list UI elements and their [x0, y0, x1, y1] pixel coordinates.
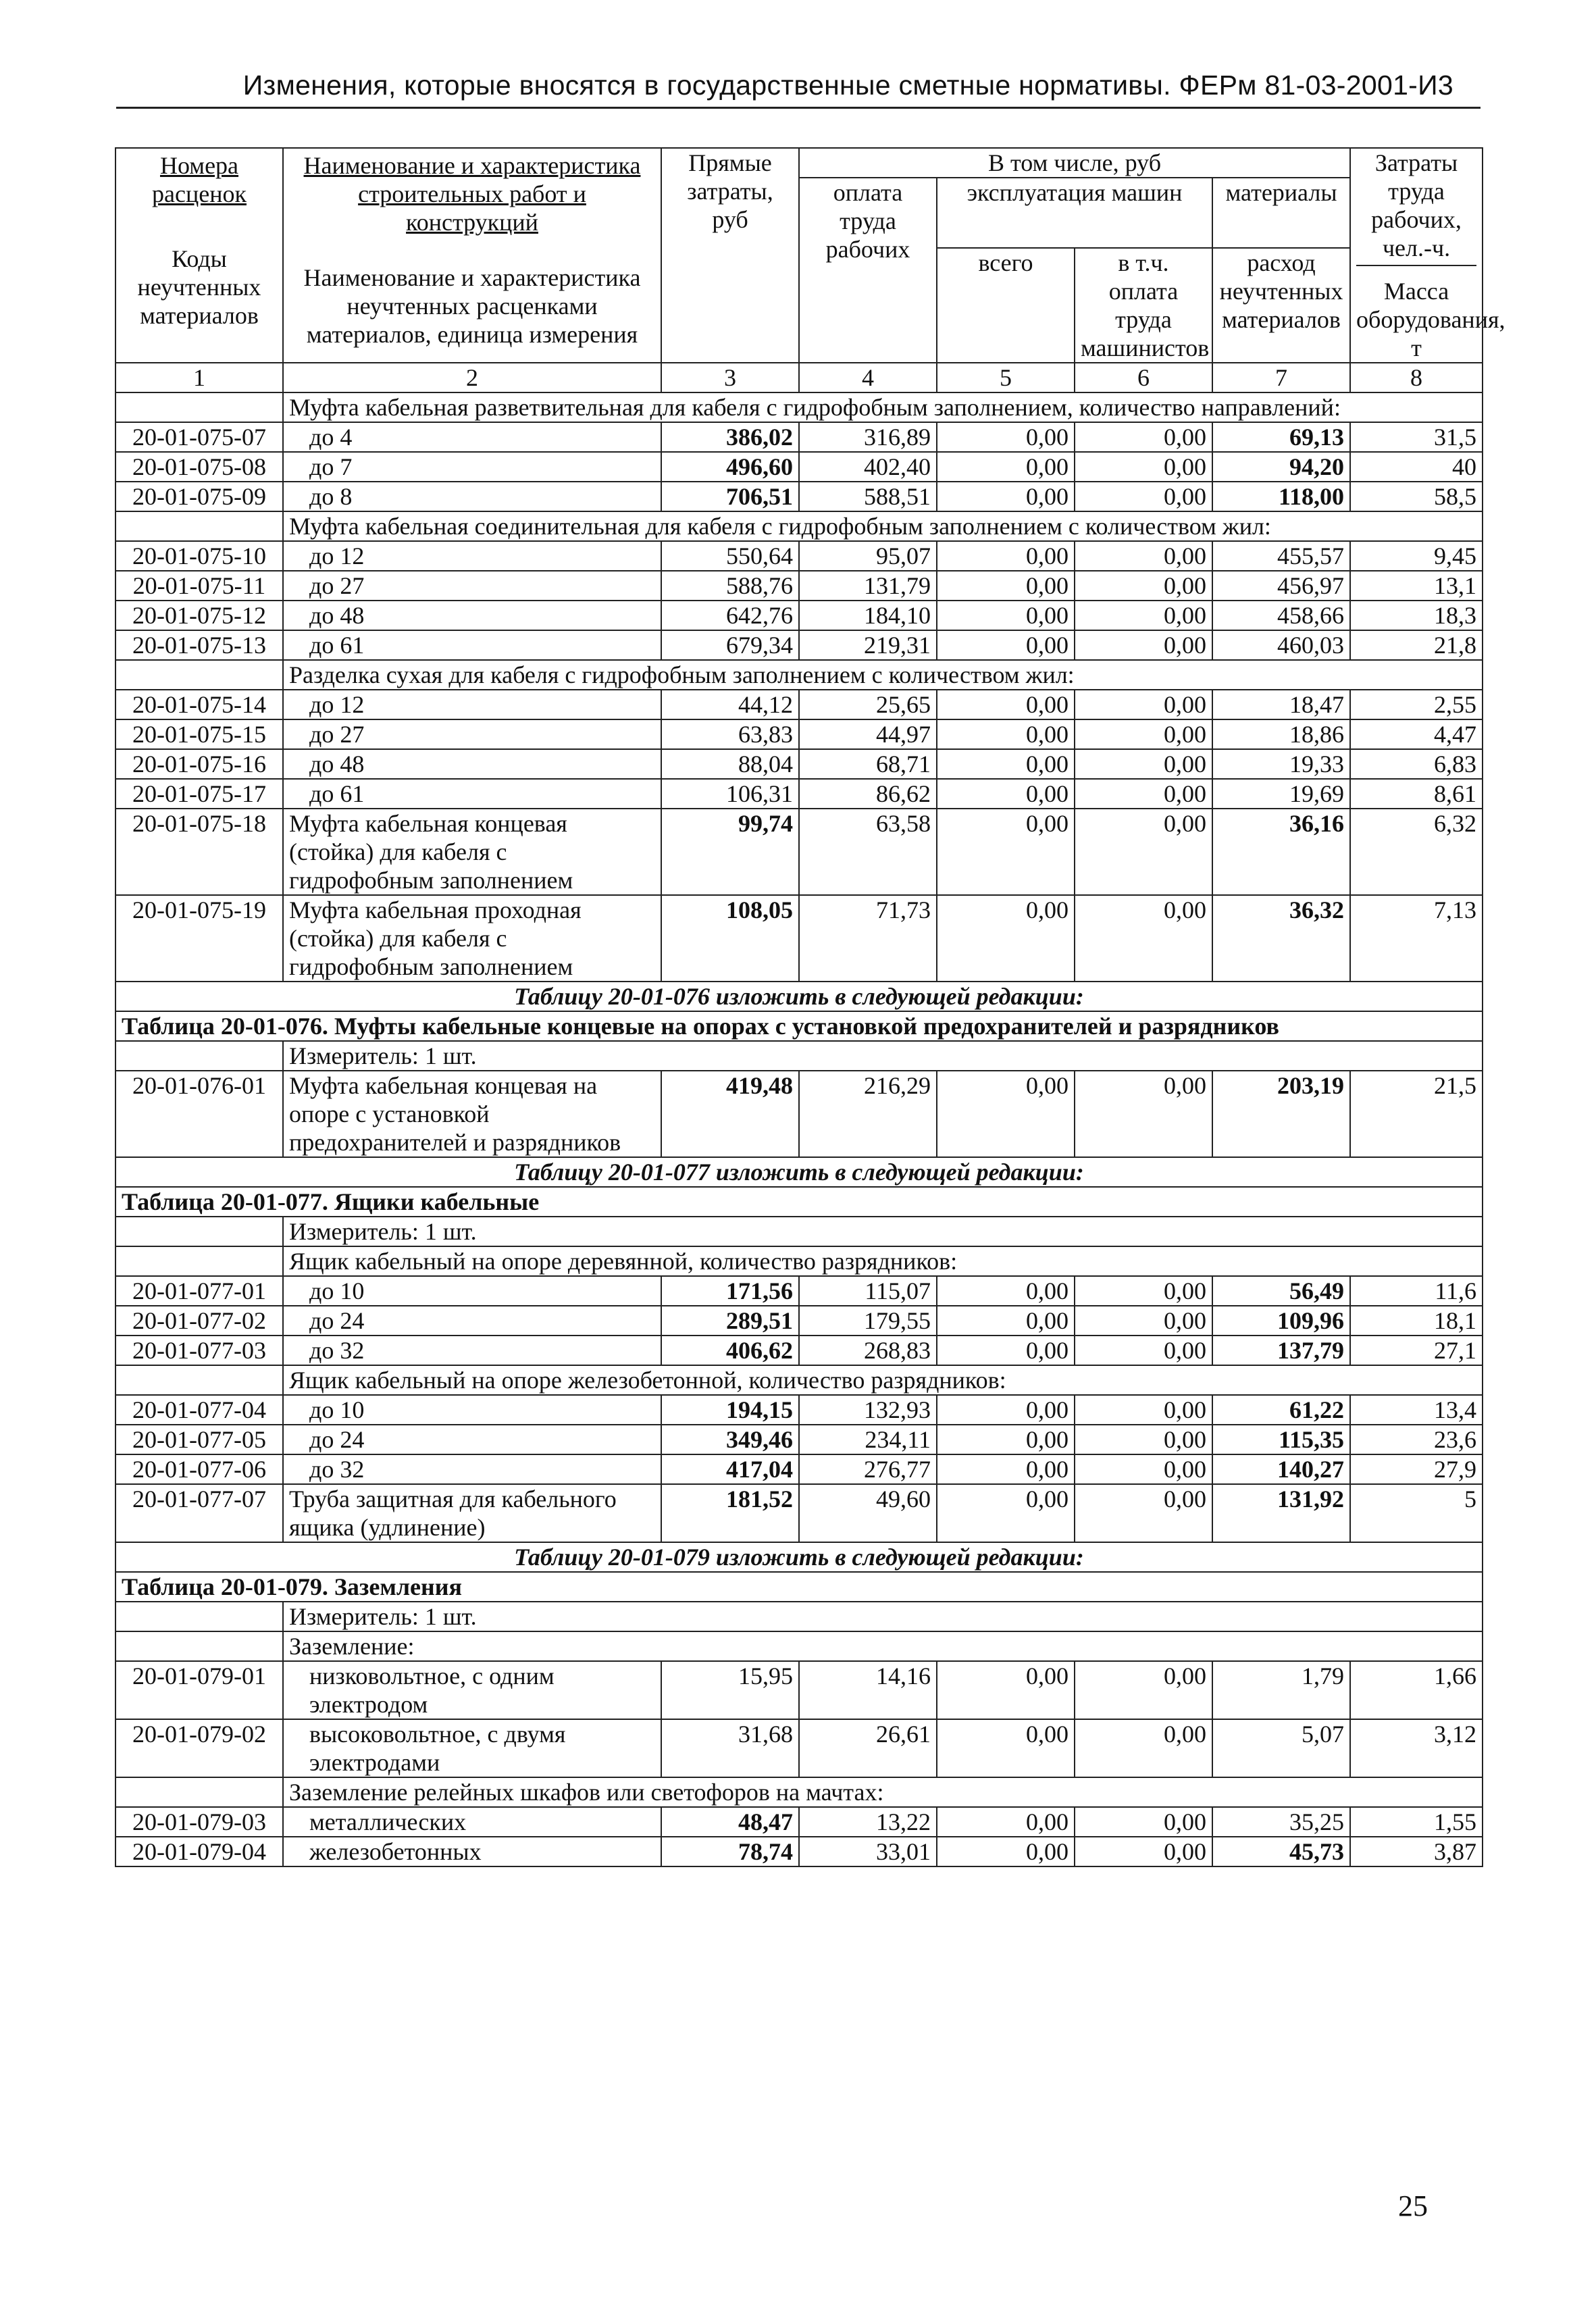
header-text: Изменения, которые вносятся в государственные сметные нормативы. ФЕРм 81-03-2001-И3 [242, 70, 1453, 101]
group-title: Муфта кабельная соединительная для кабеля с гидрофобным заполнением с количеством жил: [283, 511, 1483, 541]
materials: 69,13 [1212, 422, 1350, 452]
rate-code: 20-01-075-07 [115, 422, 283, 452]
rate-name: до 4 [283, 422, 661, 452]
rate-name: до 12 [283, 541, 661, 571]
machines-total: 0,00 [937, 1661, 1075, 1719]
rate-name: Труба защитная для кабельного ящика (удлинение) [283, 1484, 661, 1542]
col-number: 6 [1075, 363, 1212, 392]
machines-total: 0,00 [937, 452, 1075, 482]
rate-name: Муфта кабельная проходная (стойка) для кабеля с гидрофобным заполнением [283, 895, 661, 982]
table-title: Таблица 20-01-079. Заземления [115, 1572, 1483, 1602]
materials: 94,20 [1212, 452, 1350, 482]
operators-wages: 0,00 [1075, 1336, 1212, 1365]
table-row [115, 1306, 1483, 1336]
direct-cost: 550,64 [661, 541, 799, 571]
table-row [115, 541, 1483, 571]
rate-name: металлических [283, 1807, 661, 1837]
wages: 115,07 [799, 1276, 937, 1306]
wages: 13,22 [799, 1807, 937, 1837]
direct-cost: 44,12 [661, 690, 799, 719]
rate-name: до 61 [283, 779, 661, 809]
table-row [115, 1276, 1483, 1306]
table-row [115, 452, 1483, 482]
labor-hours: 1,66 [1350, 1661, 1483, 1719]
direct-cost: 194,15 [661, 1395, 799, 1425]
rate-code: 20-01-077-02 [115, 1306, 283, 1336]
wages: 179,55 [799, 1306, 937, 1336]
rate-code: 20-01-075-17 [115, 779, 283, 809]
direct-cost: 171,56 [661, 1276, 799, 1306]
materials: 18,47 [1212, 690, 1350, 719]
labor-hours: 21,5 [1350, 1071, 1483, 1157]
materials: 36,16 [1212, 809, 1350, 895]
column-number-row [115, 363, 1483, 392]
table-title-row [115, 1187, 1483, 1217]
table-row [115, 895, 1483, 982]
rate-name: до 27 [283, 571, 661, 601]
col8-top-label: Затраты труда рабочих, чел.-ч. [1356, 149, 1476, 266]
rate-name: до 48 [283, 601, 661, 630]
machines-total: 0,00 [937, 1807, 1075, 1837]
machines-total: 0,00 [937, 749, 1075, 779]
table-row [115, 571, 1483, 601]
labor-hours: 6,32 [1350, 809, 1483, 895]
rate-code: 20-01-079-03 [115, 1807, 283, 1837]
rate-code: 20-01-075-10 [115, 541, 283, 571]
rate-code: 20-01-075-13 [115, 630, 283, 660]
table-row [115, 1454, 1483, 1484]
direct-cost: 349,46 [661, 1425, 799, 1454]
direct-cost: 706,51 [661, 482, 799, 511]
materials: 1,79 [1212, 1661, 1350, 1719]
labor-hours: 3,12 [1350, 1719, 1483, 1777]
col-materials-header: материалы [1212, 178, 1350, 248]
operators-wages: 0,00 [1075, 1276, 1212, 1306]
rates-table [115, 147, 1505, 1867]
machines-total: 0,00 [937, 482, 1075, 511]
table-title-row [115, 1572, 1483, 1602]
materials: 115,35 [1212, 1425, 1350, 1454]
machines-total: 0,00 [937, 719, 1075, 749]
table-row [115, 1071, 1483, 1157]
group-title: Разделка сухая для кабеля с гидрофобным заполнением с количеством жил: [283, 660, 1483, 690]
wages: 95,07 [799, 541, 937, 571]
group-header-row [115, 511, 1483, 541]
wages: 588,51 [799, 482, 937, 511]
wages: 132,93 [799, 1395, 937, 1425]
group-header-row [115, 392, 1483, 422]
machines-total: 0,00 [937, 1425, 1075, 1454]
machines-total: 0,00 [937, 1306, 1075, 1336]
rate-code: 20-01-075-16 [115, 749, 283, 779]
materials: 456,97 [1212, 571, 1350, 601]
operators-wages: 0,00 [1075, 719, 1212, 749]
operators-wages: 0,00 [1075, 1454, 1212, 1484]
col1-bottom-label: Коды неучтенных материалов [137, 245, 261, 329]
materials: 5,07 [1212, 1719, 1350, 1777]
labor-hours: 31,5 [1350, 422, 1483, 452]
col-labor-header [1350, 148, 1505, 363]
table-row [115, 1807, 1483, 1837]
rate-name: Муфта кабельная концевая на опоре с установкой предохранителей и разрядников [283, 1071, 661, 1157]
rate-name: до 7 [283, 452, 661, 482]
rate-name: до 24 [283, 1425, 661, 1454]
direct-cost: 406,62 [661, 1336, 799, 1365]
operators-wages: 0,00 [1075, 779, 1212, 809]
instruction-text: Таблицу 20-01-076 изложить в следующей редакции: [115, 982, 1483, 1011]
col-machines-total-header: всего [937, 248, 1075, 363]
labor-hours: 18,1 [1350, 1306, 1483, 1336]
machines-total: 0,00 [937, 541, 1075, 571]
rate-name: до 10 [283, 1276, 661, 1306]
materials: 458,66 [1212, 601, 1350, 630]
col-machines-header: эксплуатация машин [937, 178, 1212, 248]
wages: 276,77 [799, 1454, 937, 1484]
col-unaccounted-header: расход неучтенных материалов [1212, 248, 1350, 363]
materials: 56,49 [1212, 1276, 1350, 1306]
wages: 268,83 [799, 1336, 937, 1365]
table-row [115, 1336, 1483, 1365]
operators-wages: 0,00 [1075, 1071, 1212, 1157]
rate-name: высоковольтное, с двумя электродами [283, 1719, 661, 1777]
table-row [115, 601, 1483, 630]
rate-code: 20-01-075-14 [115, 690, 283, 719]
labor-hours: 21,8 [1350, 630, 1483, 660]
group-title: Ящик кабельный на опоре железобетонной, количество разрядников: [283, 1365, 1483, 1395]
machines-total: 0,00 [937, 1276, 1075, 1306]
labor-hours: 18,3 [1350, 601, 1483, 630]
labor-hours: 11,6 [1350, 1276, 1483, 1306]
measure-unit: Измеритель: 1 шт. [283, 1217, 1483, 1246]
machines-total: 0,00 [937, 601, 1075, 630]
rate-name: железобетонных [283, 1837, 661, 1866]
instruction-row [115, 982, 1483, 1011]
rate-name: до 24 [283, 1306, 661, 1336]
rate-code: 20-01-077-07 [115, 1484, 283, 1542]
operators-wages: 0,00 [1075, 749, 1212, 779]
operators-wages: 0,00 [1075, 1306, 1212, 1336]
table-row [115, 779, 1483, 809]
direct-cost: 106,31 [661, 779, 799, 809]
direct-cost: 99,74 [661, 809, 799, 895]
col-number: 3 [661, 363, 799, 392]
col8-bottom-label: Масса оборудования, т [1356, 278, 1505, 361]
machines-total: 0,00 [937, 1484, 1075, 1542]
operators-wages: 0,00 [1075, 571, 1212, 601]
wages: 219,31 [799, 630, 937, 660]
labor-hours: 5 [1350, 1484, 1483, 1542]
labor-hours: 23,6 [1350, 1425, 1483, 1454]
labor-hours: 27,1 [1350, 1336, 1483, 1365]
direct-cost: 417,04 [661, 1454, 799, 1484]
instruction-row [115, 1542, 1483, 1572]
direct-cost: 108,05 [661, 895, 799, 982]
materials: 460,03 [1212, 630, 1350, 660]
document-header [116, 68, 1481, 109]
rate-code: 20-01-075-18 [115, 809, 283, 895]
group-title: Заземление релейных шкафов или светофоров на мачтах: [283, 1777, 1483, 1807]
table-row [115, 809, 1483, 895]
direct-cost: 31,68 [661, 1719, 799, 1777]
rate-code: 20-01-075-12 [115, 601, 283, 630]
rate-code: 20-01-075-08 [115, 452, 283, 482]
table-title: Таблица 20-01-076. Муфты кабельные концевые на опорах с установкой предохранителей и разрядников [115, 1011, 1483, 1041]
col-codes-header [115, 148, 283, 363]
machines-total: 0,00 [937, 1336, 1075, 1365]
rate-code: 20-01-077-05 [115, 1425, 283, 1454]
materials: 35,25 [1212, 1807, 1350, 1837]
operators-wages: 0,00 [1075, 482, 1212, 511]
direct-cost: 63,83 [661, 719, 799, 749]
operators-wages: 0,00 [1075, 690, 1212, 719]
labor-hours: 1,55 [1350, 1807, 1483, 1837]
group-header-row [115, 1246, 1483, 1276]
table-row [115, 1425, 1483, 1454]
col-number: 8 [1350, 363, 1483, 392]
table-row [115, 749, 1483, 779]
operators-wages: 0,00 [1075, 1719, 1212, 1777]
operators-wages: 0,00 [1075, 422, 1212, 452]
operators-wages: 0,00 [1075, 630, 1212, 660]
rate-code: 20-01-079-04 [115, 1837, 283, 1866]
col-wages-header: оплата труда рабочих [799, 178, 937, 363]
rate-name: Муфта кабельная концевая (стойка) для кабеля с гидрофобным заполнением [283, 809, 661, 895]
table-row [115, 1837, 1483, 1866]
materials: 19,69 [1212, 779, 1350, 809]
labor-hours: 7,13 [1350, 895, 1483, 982]
operators-wages: 0,00 [1075, 541, 1212, 571]
group-header-row [115, 660, 1483, 690]
rate-name: до 8 [283, 482, 661, 511]
table-row [115, 1395, 1483, 1425]
col1-top-label: Номера расценок [152, 152, 247, 207]
direct-cost: 15,95 [661, 1661, 799, 1719]
col-operators-header: в т.ч. оплата труда машинистов [1075, 248, 1212, 363]
table-row [115, 1719, 1483, 1777]
instruction-text: Таблицу 20-01-079 изложить в следующей редакции: [115, 1542, 1483, 1572]
group-title: Ящик кабельный на опоре деревянной, количество разрядников: [283, 1246, 1483, 1276]
rate-code: 20-01-077-03 [115, 1336, 283, 1365]
labor-hours: 4,47 [1350, 719, 1483, 749]
direct-cost: 48,47 [661, 1807, 799, 1837]
col2-top-label: Наименование и характеристика строительных работ и конструкций [303, 152, 641, 236]
col2-bottom-label: Наименование и характеристика неучтенных расценками материалов, единица измерения [303, 264, 641, 348]
rate-name: до 32 [283, 1336, 661, 1365]
rate-name: до 12 [283, 690, 661, 719]
operators-wages: 0,00 [1075, 1425, 1212, 1454]
labor-hours: 9,45 [1350, 541, 1483, 571]
rate-code: 20-01-077-04 [115, 1395, 283, 1425]
group-header-row [115, 1365, 1483, 1395]
operators-wages: 0,00 [1075, 1661, 1212, 1719]
table-row [115, 1661, 1483, 1719]
materials: 61,22 [1212, 1395, 1350, 1425]
direct-cost: 386,02 [661, 422, 799, 452]
materials: 36,32 [1212, 895, 1350, 982]
wages: 25,65 [799, 690, 937, 719]
wages: 86,62 [799, 779, 937, 809]
table-row [115, 719, 1483, 749]
direct-cost: 88,04 [661, 749, 799, 779]
labor-hours: 58,5 [1350, 482, 1483, 511]
rate-name: до 10 [283, 1395, 661, 1425]
materials: 118,00 [1212, 482, 1350, 511]
rate-name: до 32 [283, 1454, 661, 1484]
operators-wages: 0,00 [1075, 1807, 1212, 1837]
table-header-row [115, 148, 1483, 178]
rate-code: 20-01-079-02 [115, 1719, 283, 1777]
direct-cost: 289,51 [661, 1306, 799, 1336]
labor-hours: 8,61 [1350, 779, 1483, 809]
labor-hours: 6,83 [1350, 749, 1483, 779]
materials: 131,92 [1212, 1484, 1350, 1542]
table-row [115, 482, 1483, 511]
rate-name: до 61 [283, 630, 661, 660]
labor-hours: 13,4 [1350, 1395, 1483, 1425]
rate-code: 20-01-075-11 [115, 571, 283, 601]
labor-hours: 2,55 [1350, 690, 1483, 719]
materials: 109,96 [1212, 1306, 1350, 1336]
table-row [115, 630, 1483, 660]
wages: 216,29 [799, 1071, 937, 1157]
direct-cost: 181,52 [661, 1484, 799, 1542]
col-number: 1 [115, 363, 283, 392]
operators-wages: 0,00 [1075, 1484, 1212, 1542]
materials: 455,57 [1212, 541, 1350, 571]
rate-name: до 27 [283, 719, 661, 749]
table-row [115, 1484, 1483, 1542]
direct-cost: 78,74 [661, 1837, 799, 1866]
rate-code: 20-01-075-15 [115, 719, 283, 749]
machines-total: 0,00 [937, 779, 1075, 809]
col-number: 7 [1212, 363, 1350, 392]
operators-wages: 0,00 [1075, 1395, 1212, 1425]
rate-code: 20-01-077-06 [115, 1454, 283, 1484]
operators-wages: 0,00 [1075, 1837, 1212, 1866]
wages: 184,10 [799, 601, 937, 630]
instruction-text: Таблицу 20-01-077 изложить в следующей редакции: [115, 1157, 1483, 1187]
rate-code: 20-01-077-01 [115, 1276, 283, 1306]
col-including-header: В том числе, руб [799, 148, 1350, 178]
rate-code: 20-01-076-01 [115, 1071, 283, 1157]
wages: 131,79 [799, 571, 937, 601]
machines-total: 0,00 [937, 1395, 1075, 1425]
machines-total: 0,00 [937, 809, 1075, 895]
rate-code: 20-01-075-09 [115, 482, 283, 511]
materials: 19,33 [1212, 749, 1350, 779]
measure-unit: Измеритель: 1 шт. [283, 1041, 1483, 1071]
wages: 234,11 [799, 1425, 937, 1454]
measure-unit: Измеритель: 1 шт. [283, 1602, 1483, 1631]
direct-cost: 588,76 [661, 571, 799, 601]
rate-name: низковольтное, с одним электродом [283, 1661, 661, 1719]
materials: 18,86 [1212, 719, 1350, 749]
operators-wages: 0,00 [1075, 452, 1212, 482]
operators-wages: 0,00 [1075, 895, 1212, 982]
col-number: 4 [799, 363, 937, 392]
instruction-row [115, 1157, 1483, 1187]
operators-wages: 0,00 [1075, 601, 1212, 630]
wages: 33,01 [799, 1837, 937, 1866]
materials: 137,79 [1212, 1336, 1350, 1365]
labor-hours: 27,9 [1350, 1454, 1483, 1484]
wages: 402,40 [799, 452, 937, 482]
wages: 44,97 [799, 719, 937, 749]
machines-total: 0,00 [937, 1071, 1075, 1157]
materials: 203,19 [1212, 1071, 1350, 1157]
table-row [115, 422, 1483, 452]
measure-row [115, 1041, 1483, 1071]
materials: 140,27 [1212, 1454, 1350, 1484]
measure-row [115, 1602, 1483, 1631]
table-row [115, 690, 1483, 719]
wages: 68,71 [799, 749, 937, 779]
page-number: 25 [1398, 2189, 1428, 2222]
machines-total: 0,00 [937, 630, 1075, 660]
group-header-row [115, 1777, 1483, 1807]
col-number: 2 [283, 363, 661, 392]
wages: 26,61 [799, 1719, 937, 1777]
wages: 63,58 [799, 809, 937, 895]
col-names-header [283, 148, 661, 363]
direct-cost: 642,76 [661, 601, 799, 630]
machines-total: 0,00 [937, 895, 1075, 982]
group-header-row [115, 1631, 1483, 1661]
col-number: 5 [937, 363, 1075, 392]
direct-cost: 679,34 [661, 630, 799, 660]
labor-hours: 40 [1350, 452, 1483, 482]
labor-hours: 13,1 [1350, 571, 1483, 601]
table-title-row [115, 1011, 1483, 1041]
col-direct-cost-header: Прямые затраты, руб [661, 148, 799, 363]
rate-code: 20-01-079-01 [115, 1661, 283, 1719]
group-title: Заземление: [283, 1631, 1483, 1661]
machines-total: 0,00 [937, 1454, 1075, 1484]
machines-total: 0,00 [937, 571, 1075, 601]
wages: 49,60 [799, 1484, 937, 1542]
table-title: Таблица 20-01-077. Ящики кабельные [115, 1187, 1483, 1217]
wages: 14,16 [799, 1661, 937, 1719]
operators-wages: 0,00 [1075, 809, 1212, 895]
labor-hours: 3,87 [1350, 1837, 1483, 1866]
direct-cost: 419,48 [661, 1071, 799, 1157]
machines-total: 0,00 [937, 1719, 1075, 1777]
rate-code: 20-01-075-19 [115, 895, 283, 982]
direct-cost: 496,60 [661, 452, 799, 482]
wages: 71,73 [799, 895, 937, 982]
machines-total: 0,00 [937, 690, 1075, 719]
materials: 45,73 [1212, 1837, 1350, 1866]
machines-total: 0,00 [937, 1837, 1075, 1866]
measure-row [115, 1217, 1483, 1246]
rate-name: до 48 [283, 749, 661, 779]
wages: 316,89 [799, 422, 937, 452]
group-title: Муфта кабельная разветвительная для кабеля с гидрофобным заполнением, количество направлений: [283, 392, 1483, 422]
machines-total: 0,00 [937, 422, 1075, 452]
